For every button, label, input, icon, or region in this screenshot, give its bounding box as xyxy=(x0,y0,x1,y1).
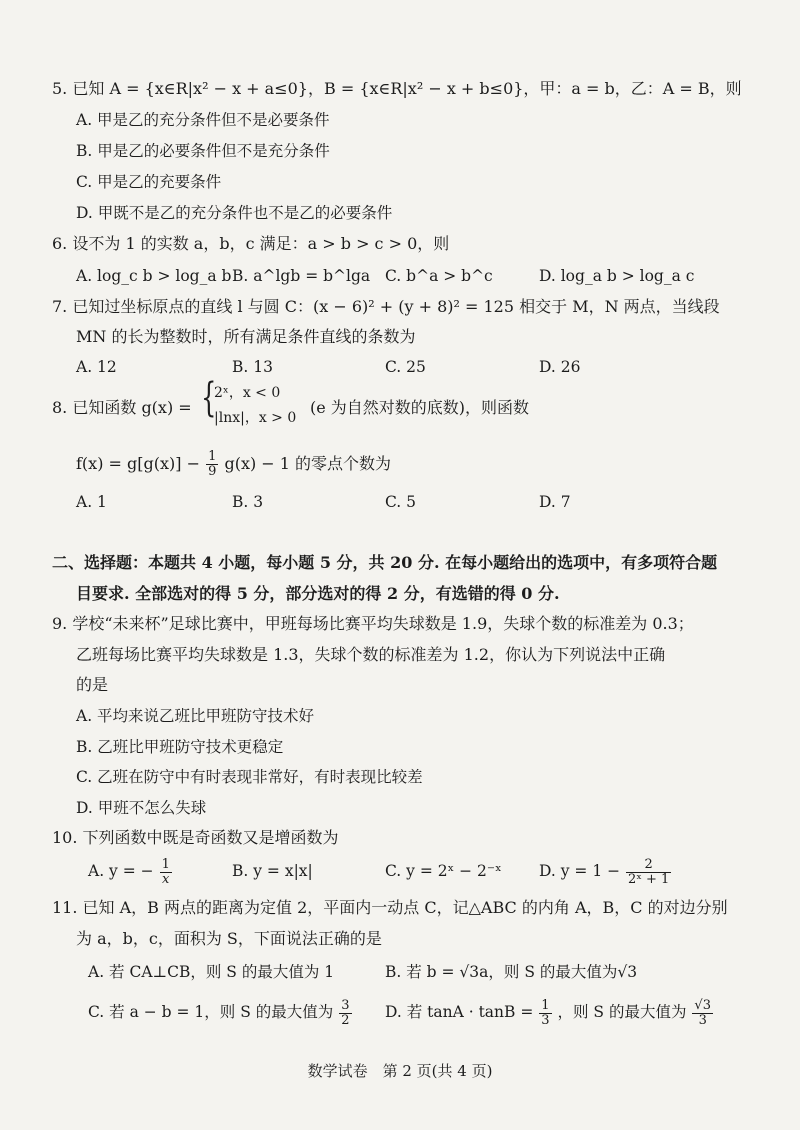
question-10-option-a-num: 1 xyxy=(161,856,170,872)
question-8-option-b: B. 3 xyxy=(232,493,264,511)
piecewise-brace: { xyxy=(201,375,217,421)
question-7-stem-line2: MN 的长为整数时，所有满足条件直线的条数为 xyxy=(76,327,416,346)
question-5-option-d: D. 甲既不是乙的充分条件也不是乙的必要条件 xyxy=(76,204,393,222)
question-10-option-d xyxy=(539,853,672,889)
question-8-lead: 8. 已知函数 g(x) = xyxy=(52,398,192,417)
section-2-heading-line1: 二、选择题：本题共 4 小题，每小题 5 分，共 20 分. 在每小题给出的选项中，有多项符合题 xyxy=(52,553,718,572)
question-10-option-a-text: A. y = − xyxy=(88,862,154,880)
question-10-option-a-fraction xyxy=(160,858,172,887)
question-8-case-1: 2ˣ，x < 0 xyxy=(214,385,281,401)
question-9-option-c: C. 乙班在防守中有时表现非常好，有时表现比较差 xyxy=(76,768,423,786)
question-11-option-c-den: 2 xyxy=(341,1012,350,1028)
page-footer: 数学试卷 第 2 页(共 4 页) xyxy=(307,1062,493,1080)
question-10-option-d-text: D. y = 1 − xyxy=(539,862,621,880)
question-10-option-d-den: 2ˣ + 1 xyxy=(628,871,670,887)
question-7-option-d: D. 26 xyxy=(539,358,581,376)
question-11-option-d-num-2: √3 xyxy=(694,997,711,1013)
question-10-option-c: C. y = 2ˣ − 2⁻ˣ xyxy=(385,862,502,880)
question-10-option-a xyxy=(88,853,173,889)
question-8-function-right: g(x) − 1 的零点个数为 xyxy=(224,454,392,473)
question-8-case-2: |lnx|，x > 0 xyxy=(214,410,297,426)
question-5-option-a: A. 甲是乙的充分条件但不是必要条件 xyxy=(76,111,330,129)
question-10-option-a-den: x xyxy=(162,871,170,887)
question-11-option-d-mid: ，则 S 的最大值为 xyxy=(557,1003,687,1021)
question-5-option-b: B. 甲是乙的必要条件但不是充分条件 xyxy=(76,142,330,160)
question-11-option-d-num-1: 1 xyxy=(541,997,550,1013)
question-9-stem-line3: 的是 xyxy=(76,675,109,694)
question-10-option-d-num: 2 xyxy=(626,858,671,873)
question-7-option-a: A. 12 xyxy=(76,358,117,376)
question-11-option-c-fraction xyxy=(339,999,351,1028)
question-11-option-d-den-2: 3 xyxy=(698,1012,707,1028)
question-6-option-b: B. a^lgb = b^lga xyxy=(232,267,371,285)
question-6-stem: 6. 设不为 1 的实数 a，b，c 满足：a > b > c > 0，则 xyxy=(52,234,450,253)
question-6-option-c: C. b^a > b^c xyxy=(385,267,493,285)
question-11-option-d-fraction-2 xyxy=(692,999,713,1028)
question-9-stem-line1: 9. 学校“未来杯”足球比赛中，甲班每场比赛平均失球数是 1.9，失球个数的标准差为 0.3； xyxy=(52,614,694,633)
question-10-option-d-fraction xyxy=(626,858,671,887)
question-11-option-c-num: 3 xyxy=(341,997,350,1013)
question-11-option-b: B. 若 b = √3a，则 S 的最大值为√3 xyxy=(385,963,638,981)
question-10-option-b: B. y = x|x| xyxy=(232,862,313,880)
question-11-option-d xyxy=(385,994,714,1030)
question-11-stem-line1: 11. 已知 A，B 两点的距离为定值 2，平面内一动点 C，记△ABC 的内角 A，B，C 的对边分别 xyxy=(52,898,728,917)
question-8-function xyxy=(76,446,391,482)
question-11-option-a: A. 若 CA⊥CB，则 S 的最大值为 1 xyxy=(88,963,335,981)
question-11-option-c-text: C. 若 a − b = 1，则 S 的最大值为 xyxy=(88,1003,334,1021)
question-6-option-a: A. log_c b > log_a b xyxy=(76,267,232,285)
question-11-option-d-fraction-1 xyxy=(539,999,551,1028)
question-8-option-c: C. 5 xyxy=(385,493,417,511)
question-8-fraction-den: 9 xyxy=(208,464,217,479)
question-8-option-a: A. 1 xyxy=(76,493,107,511)
question-5-stem: 5. 已知 A = {x∈R|x² − x + a≤0}，B = {x∈R|x² − x + b≤0}，甲：a = b，乙：A = B，则 xyxy=(52,79,742,98)
question-10-stem: 10. 下列函数中既是奇函数又是增函数为 xyxy=(52,828,339,847)
section-2-heading-line2: 目要求. 全部选对的得 5 分，部分选对的得 2 分，有选错的得 0 分. xyxy=(76,584,560,603)
question-11-option-d-den-1: 3 xyxy=(541,1012,550,1028)
question-11-stem-line2: 为 a，b，c，面积为 S，下面说法正确的是 xyxy=(76,929,382,948)
question-9-option-a: A. 平均来说乙班比甲班防守技术好 xyxy=(76,707,315,725)
question-8-tail: (e 为自然对数的底数)，则函数 xyxy=(310,398,530,417)
question-5-option-c: C. 甲是乙的充要条件 xyxy=(76,173,222,191)
question-8-option-d: D. 7 xyxy=(539,493,571,511)
question-8-fraction xyxy=(206,450,218,479)
question-7-option-c: C. 25 xyxy=(385,358,426,376)
question-8-function-left: f(x) = g[g(x)] − xyxy=(76,454,200,473)
question-9-stem-line2: 乙班每场比赛平均失球数是 1.3，失球个数的标准差为 1.2，你认为下列说法中正确 xyxy=(76,645,666,664)
question-9-option-d: D. 甲班不怎么失球 xyxy=(76,799,207,817)
question-8-fraction-num: 1 xyxy=(208,449,217,464)
question-7-stem-line1: 7. 已知过坐标原点的直线 l 与圆 C：(x − 6)² + (y + 8)² = 125 相交于 M，N 两点，当线段 xyxy=(52,297,720,316)
question-7-option-b: B. 13 xyxy=(232,358,273,376)
question-6-option-d: D. log_a b > log_a c xyxy=(539,267,695,285)
question-11-option-c xyxy=(88,994,353,1030)
question-9-option-b: B. 乙班比甲班防守技术更稳定 xyxy=(76,738,284,756)
question-11-option-d-text: D. 若 tanA · tanB = xyxy=(385,1003,534,1021)
